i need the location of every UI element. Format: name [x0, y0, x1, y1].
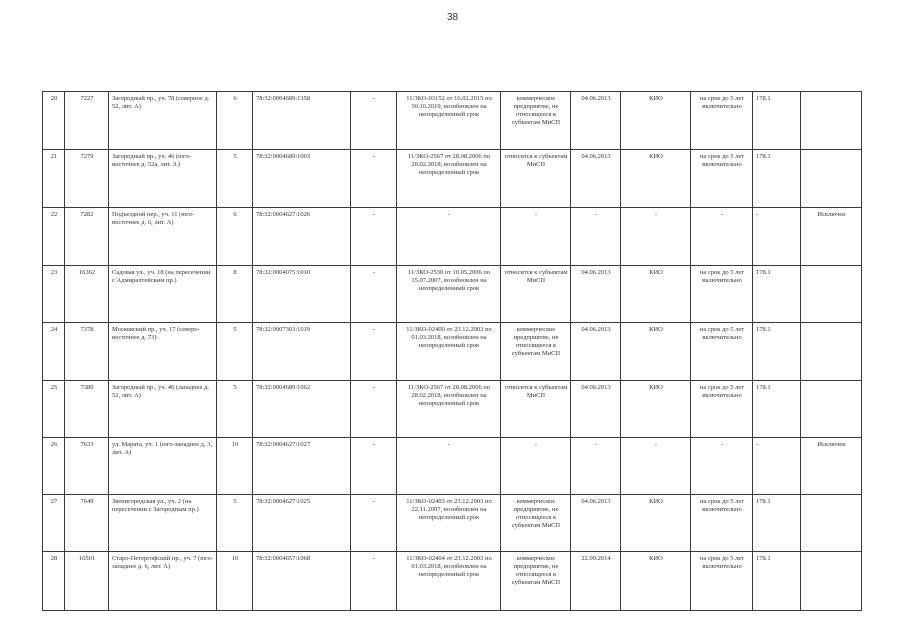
term-cell: на срок до 5 лет включительно	[691, 552, 753, 611]
table-row	[43, 208, 862, 266]
object-id-cell: 7380	[65, 381, 109, 438]
zone-cell: 5	[217, 323, 253, 381]
date-cell: 04.06.2013	[571, 266, 621, 323]
cadastral-number-cell: 78:32:0007303:1019	[253, 323, 351, 381]
row-number-cell: 27	[43, 495, 65, 552]
row-number-cell: 24	[43, 323, 65, 381]
cadastral-number-cell: 78:32:0004627:1025	[253, 495, 351, 552]
empty-column-cell: -	[351, 552, 397, 611]
tenant-status-cell: -	[501, 438, 571, 495]
cadastral-number-cell: 78:32:0004689:1003	[253, 150, 351, 208]
address-cell: Подъездной пер., уч. 11 (юго-восточнее д. 6, лит. А)	[109, 208, 217, 266]
contract-cell: 11/ЗКО-03152 от 16.02.2015 по 30.10.2019, возобновлен на неопределенный срок	[397, 92, 501, 150]
note-cell	[801, 323, 862, 381]
code-cell: 178.1	[753, 323, 801, 381]
note-cell	[801, 495, 862, 552]
organization-cell: -	[621, 208, 691, 266]
object-id-cell: 7279	[65, 150, 109, 208]
object-id-cell: 16501	[65, 552, 109, 611]
tenant-status-cell: коммерческое предприятие, не относящееся к субъектам МиСП	[501, 323, 571, 381]
cadastral-number-cell: 78:32:0004689:1358	[253, 92, 351, 150]
row-number-cell: 23	[43, 266, 65, 323]
note-cell	[801, 92, 862, 150]
empty-column-cell: -	[351, 438, 397, 495]
address-cell: ул. Марата, уч. 1 (юго-западнее д. 3, лит. А)	[109, 438, 217, 495]
table-row	[43, 552, 862, 611]
zone-cell: 5	[217, 495, 253, 552]
organization-cell: КИО	[621, 495, 691, 552]
row-number-cell: 22	[43, 208, 65, 266]
zone-cell: 10	[217, 552, 253, 611]
date-cell: 04.06.2013	[571, 150, 621, 208]
cadastral-number-cell: 78:32:0004627:1027	[253, 438, 351, 495]
cadastral-number-cell: 78:32:0004075:1010	[253, 266, 351, 323]
object-id-cell: 16362	[65, 266, 109, 323]
empty-column-cell: -	[351, 150, 397, 208]
tenant-status-cell: -	[501, 208, 571, 266]
table-row	[43, 381, 862, 438]
organization-cell: КИО	[621, 266, 691, 323]
zone-cell: 5	[217, 381, 253, 438]
code-cell: -	[753, 208, 801, 266]
table-row	[43, 495, 862, 552]
organization-cell: -	[621, 438, 691, 495]
note-cell: Исключен	[801, 438, 862, 495]
term-cell: на срок до 5 лет включительно	[691, 495, 753, 552]
term-cell: на срок до 5 лет включительно	[691, 323, 753, 381]
address-cell: Загородный пр., уч. 46 (юго-восточнее д. 52а, лит. З.)	[109, 150, 217, 208]
address-cell: Садовая ул., уч. 18 (на пересечении с Адмиралтейским пр.)	[109, 266, 217, 323]
code-cell: 178.1	[753, 266, 801, 323]
object-id-cell: 7649	[65, 495, 109, 552]
term-cell: на срок до 5 лет включительно	[691, 266, 753, 323]
row-number-cell: 26	[43, 438, 65, 495]
contract-cell: 11/ЗКО-2567 от 28.08.2006 по 28.02.2018, возобновлен на неопределенный срок	[397, 381, 501, 438]
zone-cell: 5	[217, 150, 253, 208]
contract-cell: 11/ЗКО-02400 от 23.12.2003 по 01.03.2018, возобновлен на неопределенный срок	[397, 323, 501, 381]
date-cell: -	[571, 438, 621, 495]
date-cell: 04.06.2013	[571, 381, 621, 438]
zone-cell: 10	[217, 438, 253, 495]
address-cell: Загородный пр., уч. 46 (западнее д. 52, лит. А)	[109, 381, 217, 438]
tenant-status-cell: относится к субъектам МиСП	[501, 381, 571, 438]
row-number-cell: 28	[43, 552, 65, 611]
contract-cell: 11/ЗКО-2530 от 10.05.2006 по 15.07.2007, возобновлен на неопределенный срок	[397, 266, 501, 323]
code-cell: 178.1	[753, 150, 801, 208]
note-cell: Исключен	[801, 208, 862, 266]
cadastral-number-cell: 78:32:0004689:1062	[253, 381, 351, 438]
tenant-status-cell: относится к субъектам МиСП	[501, 266, 571, 323]
page-number: 38	[446, 12, 459, 23]
row-number-cell: 20	[43, 92, 65, 150]
row-number-cell: 21	[43, 150, 65, 208]
code-cell: 178.1	[753, 92, 801, 150]
note-cell	[801, 381, 862, 438]
date-cell: -	[571, 208, 621, 266]
date-cell: 22.09.2014	[571, 552, 621, 611]
date-cell: 04.06.2013	[571, 92, 621, 150]
tenant-status-cell: коммерческое предприятие, не относящееся к субъектам МиСП	[501, 495, 571, 552]
empty-column-cell: -	[351, 92, 397, 150]
contract-cell: 11/ЗКО-02403 от 23.12.2003 по 22.11.2007, возобновлен на неопределенный срок	[397, 495, 501, 552]
contract-cell: -	[397, 208, 501, 266]
address-cell: Звенигородская ул., уч. 2 (на пересечении с Загородным пр.)	[109, 495, 217, 552]
date-cell: 04.06.2013	[571, 495, 621, 552]
cadastral-number-cell: 78:32:0004627:1026	[253, 208, 351, 266]
contract-cell: 11/ЗКО-02404 от 23.12.2003 по 01.03.2018, возобновлен на неопределенный срок	[397, 552, 501, 611]
term-cell: -	[691, 438, 753, 495]
term-cell: на срок до 5 лет включительно	[691, 150, 753, 208]
note-cell	[801, 150, 862, 208]
tenant-status-cell: коммерческое предприятие, не относящееся к субъектам МиСП	[501, 552, 571, 611]
code-cell: -	[753, 438, 801, 495]
object-id-cell: 7633	[65, 438, 109, 495]
zone-cell: 6	[217, 92, 253, 150]
table-row	[43, 92, 862, 150]
tenant-status-cell: относится к субъектам МиСП	[501, 150, 571, 208]
organization-cell: КИО	[621, 381, 691, 438]
code-cell: 178.1	[753, 552, 801, 611]
date-cell: 04.06.2013	[571, 323, 621, 381]
address-cell: Московский пр., уч. 17 (северо-восточнее д. 73)	[109, 323, 217, 381]
note-cell	[801, 266, 862, 323]
term-cell: на срок до 5 лет включительно	[691, 92, 753, 150]
zone-cell: 8	[217, 266, 253, 323]
empty-column-cell: -	[351, 323, 397, 381]
zone-cell: 6	[217, 208, 253, 266]
tenant-status-cell: коммерческое предприятие, не относящееся к субъектам МиСП	[501, 92, 571, 150]
registry-table	[42, 91, 862, 611]
row-number-cell: 25	[43, 381, 65, 438]
empty-column-cell: -	[351, 495, 397, 552]
organization-cell: КИО	[621, 150, 691, 208]
empty-column-cell: -	[351, 266, 397, 323]
code-cell: 178.1	[753, 381, 801, 438]
cadastral-number-cell: 78:32:0004657:1068	[253, 552, 351, 611]
address-cell: Старо-Петергофский пр., уч. 7 (юго-западнее д. 6, лит. А)	[109, 552, 217, 611]
object-id-cell: 7282	[65, 208, 109, 266]
table-row	[43, 266, 862, 323]
term-cell: -	[691, 208, 753, 266]
object-id-cell: 7378	[65, 323, 109, 381]
term-cell: на срок до 5 лет включительно	[691, 381, 753, 438]
table-row	[43, 438, 862, 495]
empty-column-cell: -	[351, 381, 397, 438]
object-id-cell: 7227	[65, 92, 109, 150]
empty-column-cell: -	[351, 208, 397, 266]
table-row	[43, 323, 862, 381]
note-cell	[801, 552, 862, 611]
organization-cell: КИО	[621, 323, 691, 381]
code-cell: 178.1	[753, 495, 801, 552]
contract-cell: 11/ЗКО-2567 от 28.08.2006 по 28.02.2018, возобновлен на неопределенный срок	[397, 150, 501, 208]
table-row	[43, 150, 862, 208]
organization-cell: КИО	[621, 92, 691, 150]
organization-cell: КИО	[621, 552, 691, 611]
contract-cell: -	[397, 438, 501, 495]
address-cell: Загородный пр., уч. 78 (северное д. 52, лит. А)	[109, 92, 217, 150]
